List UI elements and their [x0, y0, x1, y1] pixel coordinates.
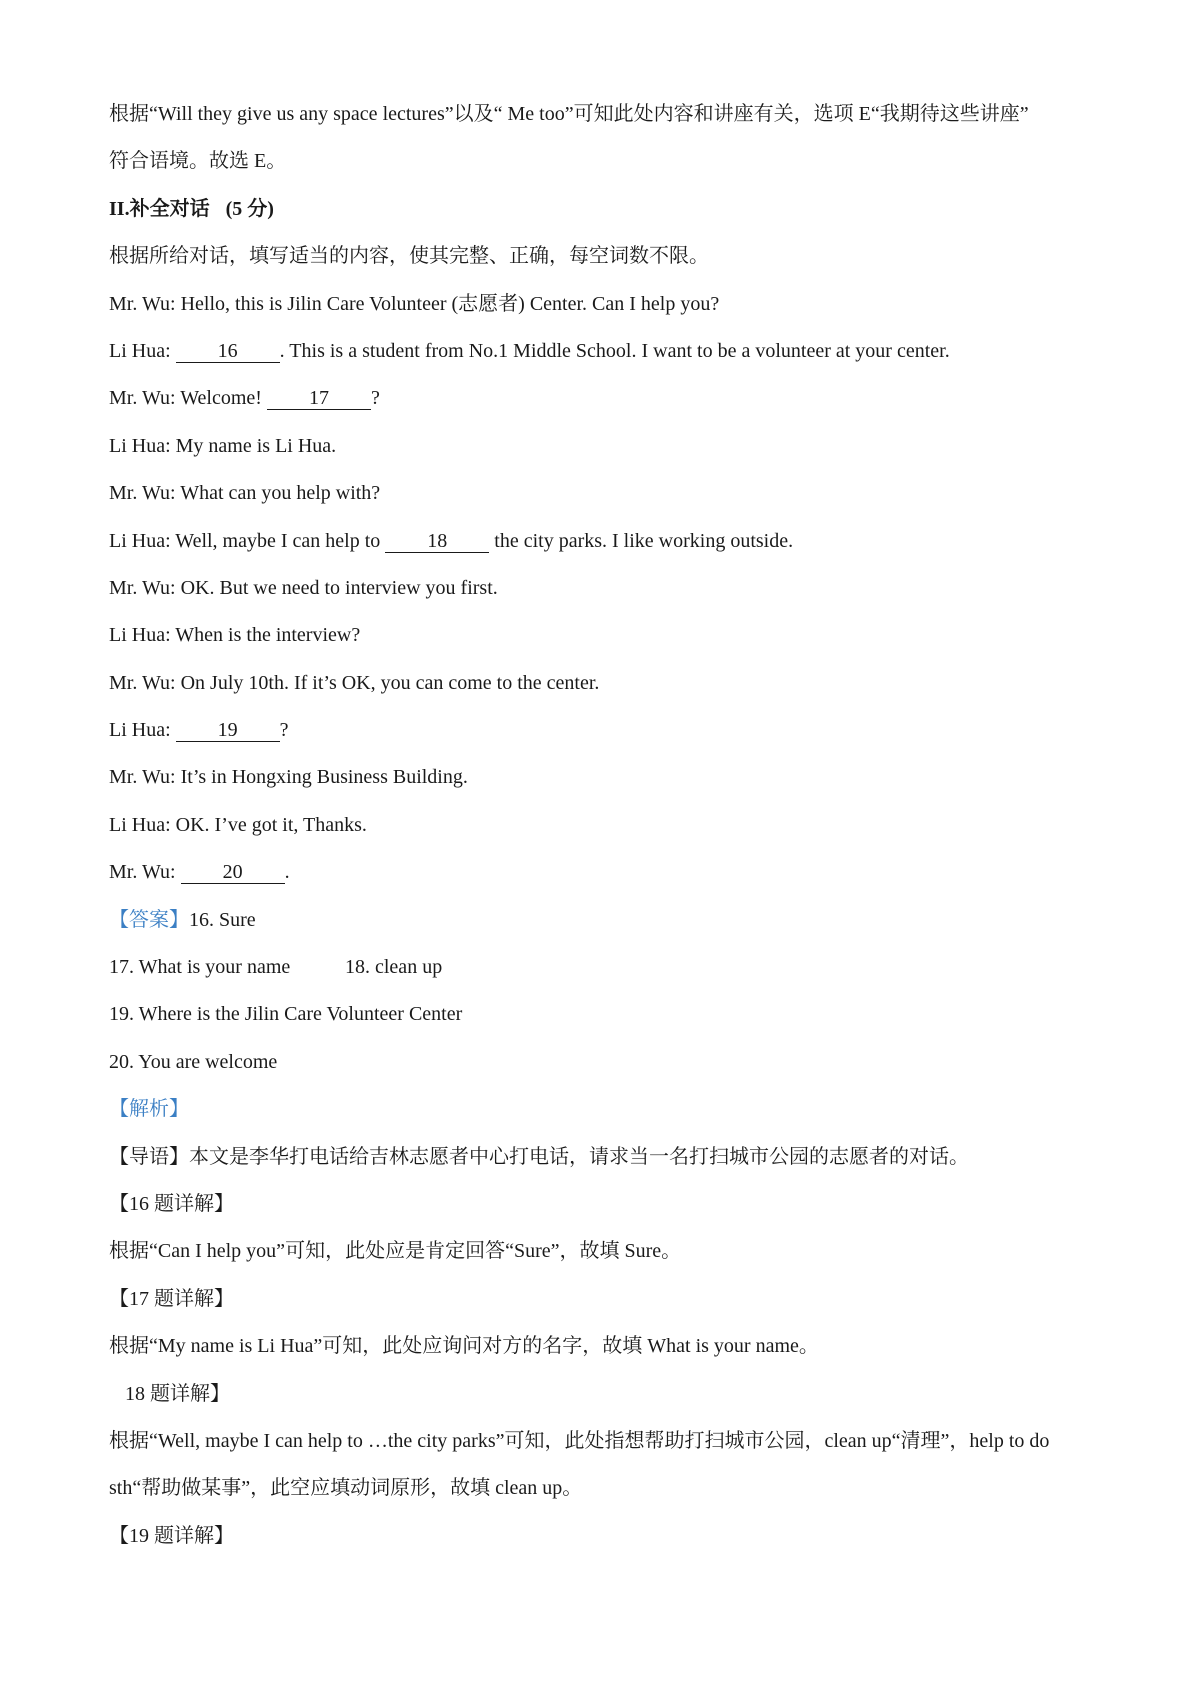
- blank-16: 16: [176, 340, 280, 363]
- dialogue-line: Mr. Wu: Hello, this is Jilin Care Volunteer (志愿者) Center. Can I help you?: [109, 292, 720, 315]
- dialogue-text: . This is a student from No.1 Middle School. I want to be a volunteer at your center.: [279, 339, 950, 362]
- answer-label: 【答案】: [109, 908, 189, 931]
- dialogue-line: Mr. Wu: It’s in Hongxing Business Building.: [109, 766, 468, 789]
- previous-analysis-line: 符合语境。故选 E。: [109, 150, 287, 173]
- dialogue-text: Li Hua: Well, maybe I can help to: [109, 529, 386, 552]
- analysis-label: 【解析】: [109, 1098, 189, 1121]
- answer-line: [109, 944, 1149, 991]
- dialogue-line: [109, 375, 1149, 422]
- dialogue-text: Li Hua:: [109, 719, 176, 742]
- answer-item: 20. You are welcome: [109, 1050, 278, 1073]
- q18-explanation: 根据“Well, maybe I can help to …the city parks”可知，此处指想帮助打扫城市公园，clean up“清理”，help to do: [109, 1429, 1050, 1452]
- dialogue-line: Mr. Wu: What can you help with?: [109, 482, 381, 505]
- q17-title: 【17 题详解】: [109, 1287, 234, 1310]
- dialogue-line: Mr. Wu: On July 10th. If it’s OK, you can come to the center.: [109, 671, 600, 694]
- section-heading: [109, 186, 1149, 233]
- previous-analysis-line: 根据“Will they give us any space lectures”以及“ Me too”可知此处内容和讲座有关，选项 E“我期待这些讲座”: [109, 103, 1029, 125]
- dialogue-line: [109, 707, 1149, 754]
- section-title: II.补全对话: [109, 197, 210, 220]
- blank-18: 18: [385, 530, 489, 553]
- dialogue-line: [109, 518, 1149, 565]
- answer-item: 16. Sure: [189, 908, 256, 931]
- answer-item: 17. What is your name: [109, 956, 291, 979]
- dialogue-text: Li Hua:: [109, 339, 176, 362]
- q19-title: 【19 题详解】: [109, 1524, 234, 1547]
- dialogue-text: .: [284, 861, 290, 884]
- analysis-guide: 【导语】本文是李华打电话给吉林志愿者中心打电话，请求当一名打扫城市公园的志愿者的对话。: [109, 1145, 969, 1168]
- section-score: (5 分): [225, 197, 274, 220]
- blank-17: 17: [267, 387, 371, 410]
- dialogue-line: Li Hua: When is the interview?: [109, 624, 361, 647]
- blank-20: 20: [181, 861, 285, 884]
- answer-line: [109, 897, 1149, 944]
- dialogue-line: Li Hua: OK. I’ve got it, Thanks.: [109, 813, 367, 836]
- q16-title: 【16 题详解】: [109, 1192, 234, 1215]
- blank-19: 19: [176, 719, 280, 742]
- dialogue-text: Mr. Wu: Welcome!: [109, 387, 267, 410]
- document-content: [109, 91, 1149, 1560]
- dialogue-text: Mr. Wu:: [109, 861, 181, 884]
- dialogue-text: the city parks. I like working outside.: [489, 529, 794, 552]
- dialogue-line: [109, 849, 1149, 896]
- section-instruction: 根据所给对话，填写适当的内容，使其完整、正确，每空词数不限。: [109, 245, 709, 268]
- dialogue-text: ?: [370, 387, 380, 410]
- q16-explanation: 根据“Can I help you”可知，此处应是肯定回答“Sure”，故填 Sure。: [109, 1240, 682, 1263]
- dialogue-line: Li Hua: My name is Li Hua.: [109, 434, 337, 457]
- answer-item: 18. clean up: [345, 956, 443, 979]
- dialogue-text: ?: [279, 719, 289, 742]
- answer-item: 19. Where is the Jilin Care Volunteer Center: [109, 1003, 463, 1026]
- q18-explanation: sth“帮助做某事”，此空应填动词原形，故填 clean up。: [109, 1477, 583, 1500]
- q18-title: 18 题详解】: [125, 1382, 230, 1405]
- q17-explanation: 根据“My name is Li Hua”可知，此处应询问对方的名字，故填 What is your name。: [109, 1335, 819, 1358]
- dialogue-line: Mr. Wu: OK. But we need to interview you first.: [109, 576, 498, 599]
- dialogue-line: [109, 328, 1149, 375]
